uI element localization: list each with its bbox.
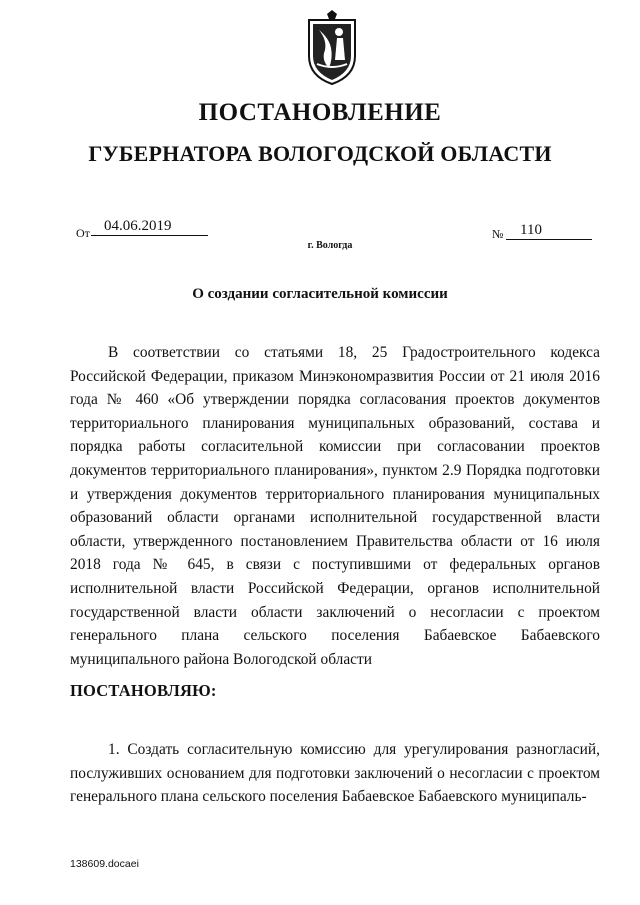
- date-label: От: [76, 226, 90, 240]
- vologda-coat-of-arms-icon: [297, 10, 367, 86]
- file-name: 138609.docaei: [70, 858, 139, 870]
- preamble-paragraph: В соответствии со статьями 18, 25 Градостроительного кодекса Российской Федерации, приказом Минэкономразвития России от 21 июля 2016 года № 460 «Об утверждении порядка согласования проектов документов территориального планирования муниципальных образований, состава и порядка работы согласительной комиссии при согласовании проектов документов территориального планирования», пунктом 2.9 Порядка подготовки и утверждения документов территориального планирования муниципальных образований области органами исполнительной государственной власти области, утвержденного постановлением Правительства области от 16 июля 2018 года № 645, в связи с поступившими от федеральных органов исполнительной власти Российской Федерации, органов исполнительной государственной власти области заключений о несогласии с проектом генерального плана сельского поселения Бабаевское Бабаевского муниципального района Вологодской области: [70, 344, 600, 668]
- document-subject: О создании согласительной комиссии: [192, 286, 448, 302]
- number-label: №: [492, 227, 504, 241]
- number-field: 110: [506, 222, 592, 240]
- document-subtitle: ГУБЕРНАТОРА ВОЛОГОДСКОЙ ОБЛАСТИ: [88, 141, 552, 166]
- decree-word: ПОСТАНОВЛЯЮ:: [70, 681, 217, 700]
- date-field: 04.06.2019: [91, 218, 208, 236]
- item-1-paragraph: 1. Создать согласительную комиссию для урегулирования разногласий, послуживших основанием для подготовки заключений о несогласии с проектом генерального плана сельского поселения Бабаевское Бабаевского муниципаль-: [70, 741, 600, 806]
- city-name: г. Вологда: [307, 240, 353, 251]
- document-title: ПОСТАНОВЛЕНИЕ: [198, 99, 442, 126]
